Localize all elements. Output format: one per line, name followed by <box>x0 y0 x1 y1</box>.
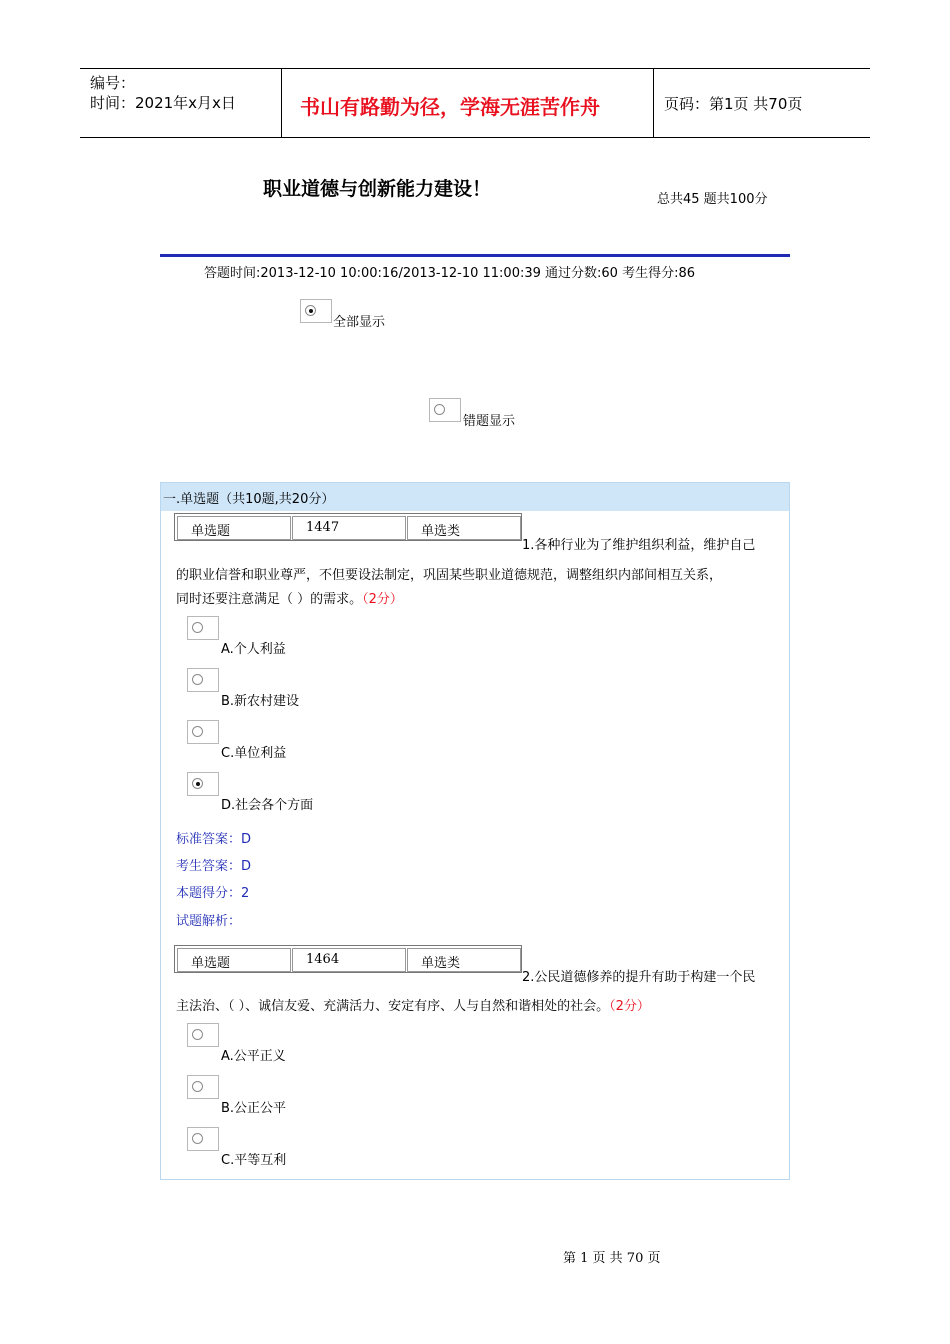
header-page-info: 页码：第1页 共70页 <box>664 95 803 113</box>
question-panel <box>160 482 790 1180</box>
filter-all-radio[interactable] <box>300 299 332 323</box>
option-a-radio[interactable] <box>187 1023 219 1047</box>
radio-unchecked-icon <box>192 622 203 633</box>
question-text: 1.各种行业为了维护组织利益，维护自己 <box>522 538 756 553</box>
option-b-radio[interactable] <box>187 1075 219 1099</box>
option-b-label: B.公正公平 <box>221 1101 287 1116</box>
header-motto: 书山有路勤为径，学海无涯苦作舟 <box>300 95 600 119</box>
option-a-radio[interactable] <box>187 616 219 640</box>
option-b-radio[interactable] <box>187 668 219 692</box>
option-a-label: A.公平正义 <box>221 1049 286 1064</box>
radio-unchecked-icon <box>192 1029 203 1040</box>
page-footer: 第 1 页 共 70 页 <box>563 1251 661 1266</box>
question-text: 同时还要注意满足（ ）的需求。 <box>176 592 363 607</box>
radio-unchecked-icon <box>434 404 445 415</box>
option-a-label: A.个人利益 <box>221 642 286 657</box>
option-d-label: D.社会各个方面 <box>221 798 314 813</box>
filter-wrong-label: 错题显示 <box>463 414 516 429</box>
question-info-table <box>174 945 522 973</box>
question-text-last <box>176 590 403 610</box>
radio-unchecked-icon <box>192 674 203 685</box>
standard-answer: 标准答案：D <box>176 832 252 847</box>
question-category-cell: 单选类 <box>407 516 521 540</box>
question-category-cell: 单选类 <box>407 948 521 972</box>
document-header <box>80 68 870 138</box>
option-c-label: C.平等互利 <box>221 1153 287 1168</box>
option-c-label: C.单位利益 <box>221 746 287 761</box>
header-left <box>90 73 236 113</box>
page-title: 职业道德与创新能力建设！ <box>263 178 492 200</box>
question-text: 的职业信誉和职业尊严，不但要设法制定，巩固某些职业道德规范，调整组织内部间相互关系， <box>176 568 723 583</box>
question-analysis: 试题解析： <box>176 914 242 929</box>
radio-checked-icon <box>192 778 203 789</box>
option-c-radio[interactable] <box>187 1127 219 1151</box>
option-c-radio[interactable] <box>187 720 219 744</box>
header-divider <box>653 69 654 137</box>
section-heading: 一.单选题（共10题,共20分） <box>163 492 335 507</box>
radio-unchecked-icon <box>192 1081 203 1092</box>
question-text-last <box>176 997 650 1017</box>
question-text: 2.公民道德修养的提升有助于构建一个民 <box>522 970 756 985</box>
question-points: 本题得分：2 <box>176 886 250 901</box>
option-b-label: B.新农村建设 <box>221 694 300 709</box>
question-info-table <box>174 513 522 541</box>
radio-checked-icon <box>305 305 316 316</box>
number-label: 编号： <box>90 74 136 92</box>
question-score: （2分） <box>609 999 650 1014</box>
exam-meta: 答题时间:2013-12-10 10:00:16/2013-12-10 11:00:39 通过分数:60 考生得分:86 <box>204 266 696 281</box>
question-type-cell: 单选题 <box>177 516 291 540</box>
question-score: （2分） <box>362 592 403 607</box>
question-id-cell: 1464 <box>292 948 406 972</box>
question-type-cell: 单选题 <box>177 948 291 972</box>
radio-unchecked-icon <box>192 1133 203 1144</box>
filter-all-label: 全部显示 <box>333 315 386 330</box>
student-answer: 考生答案：D <box>176 859 252 874</box>
radio-unchecked-icon <box>192 726 203 737</box>
exam-totals: 总共45 题共100分 <box>657 192 768 207</box>
question-id-cell: 1447 <box>292 516 406 540</box>
time-label: 时间：2021年x月x日 <box>90 94 236 112</box>
header-divider <box>281 69 282 137</box>
filter-wrong-radio[interactable] <box>429 398 461 422</box>
option-d-radio[interactable] <box>187 772 219 796</box>
title-divider <box>160 254 790 257</box>
question-text: 主法治、（ ）、诚信友爱、充满活力、安定有序、人与自然和谐相处的社会。 <box>176 999 610 1014</box>
